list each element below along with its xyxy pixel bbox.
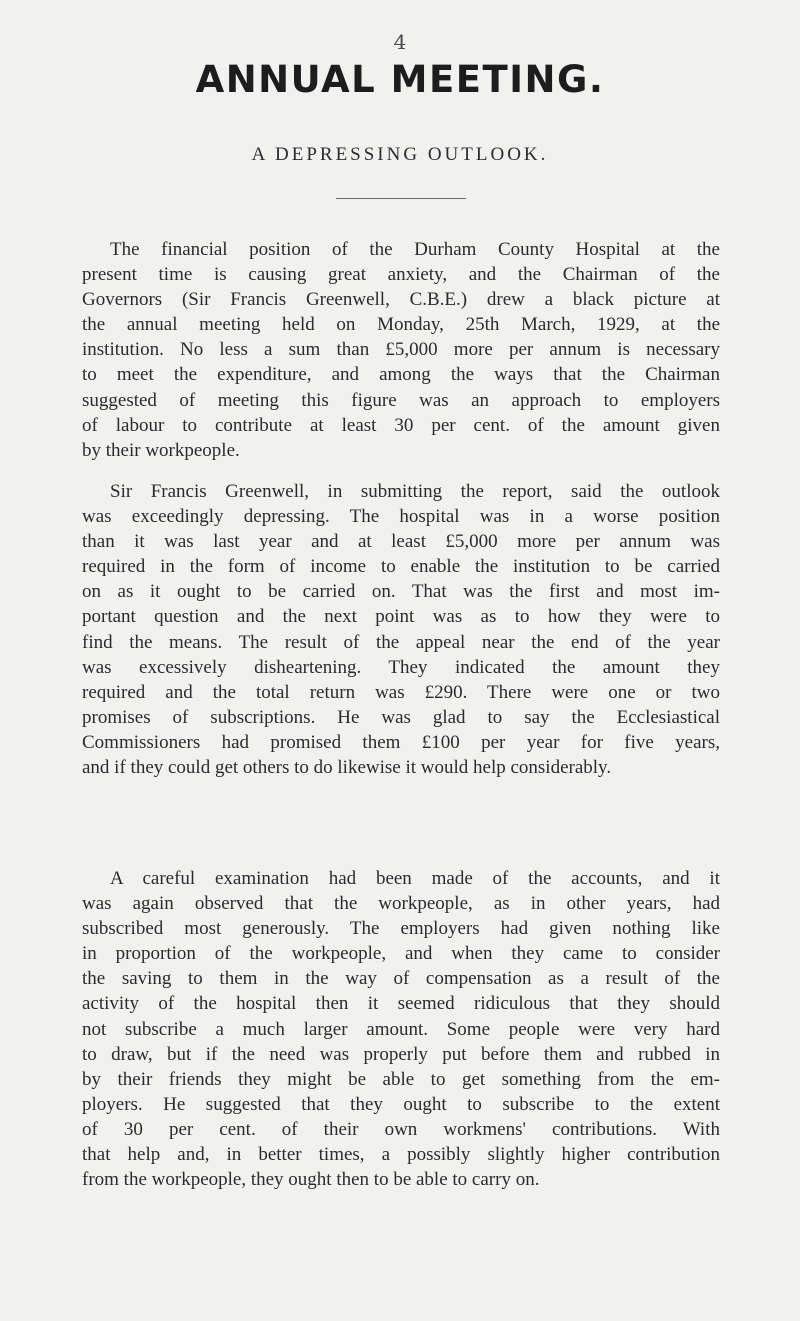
article-subheading: A DEPRESSING OUTLOOK. [251,144,549,165]
paragraph-line: The financial position of the Durham County Hospital at the [110,239,720,260]
page-number: 4 [393,30,407,54]
paragraph-line: Governors (Sir Francis Greenwell, C.B.E.) drew a black picture at [82,289,720,311]
paragraph-line: by their friends they might be able to get something from the em- [82,1068,720,1090]
divider-rule [336,198,466,199]
paragraph-line: not subscribe a much larger amount. Some people were very hard [82,1018,720,1040]
paragraph-line: on as it ought to be carried on. That was the first and most im- [82,581,720,603]
paragraph-line: to draw, but if the need was properly put before them and rubbed in [82,1043,720,1065]
paragraph-line: ployers. He suggested that they ought to subscribe to the extent [82,1093,720,1115]
paragraph-line: that help and, in better times, a possibly slightly higher contribution [82,1144,720,1166]
paragraph-line: subscribed most generously. The employers had given nothing like [82,918,720,940]
paragraph-line: was again observed that the workpeople, as in other years, had [82,893,720,915]
paragraph-line: was exceedingly depressing. The hospital was in a worse position [82,506,720,528]
paragraph-3 [82,866,720,1192]
paragraph-line: find the means. The result of the appeal near the end of the year [82,631,720,653]
paragraph-line: of 30 per cent. of their own workmens' contributions. With [82,1118,720,1140]
paragraph-line: present time is causing great anxiety, and the Chairman of the [82,264,720,286]
paragraph-line: of labour to contribute at least 30 per cent. of the amount given [82,414,720,436]
paragraph-line: and if they could get others to do likewise it would help considerably. [82,757,612,779]
paragraph-line: promises of subscriptions. He was glad to say the Ecclesiastical [82,706,720,728]
paragraph-line: A careful examination had been made of the accounts, and it [110,868,720,889]
article-heading: ANNUAL MEETING. [195,58,605,101]
paragraph-line: institution. No less a sum than £5,000 more per annum is necessary [82,339,720,361]
paragraph-line: to meet the expenditure, and among the ways that the Chairman [82,364,720,386]
paragraph-line: required and the total return was £290. There were one or two [82,681,720,703]
paragraph-1 [82,237,720,463]
paragraph-line: was excessively disheartening. They indicated the amount they [82,656,720,678]
paragraph-line: required in the form of income to enable the institution to be carried [82,556,720,578]
paragraph-line: Commissioners had promised them £100 per year for five years, [82,731,720,753]
paragraph-line: than it was last year and at least £5,000 more per annum was [82,531,720,553]
paragraph-line: in proportion of the workpeople, and when they came to consider [82,943,720,965]
paragraph-line: the saving to them in the way of compensation as a result of the [82,968,720,990]
paragraph-2 [82,479,720,780]
paragraph-line: by their workpeople. [82,439,240,461]
paragraph-line: portant question and the next point was as to how they were to [82,606,720,628]
paragraph-line: from the workpeople, they ought then to be able to carry on. [82,1169,540,1191]
paragraph-line: Sir Francis Greenwell, in submitting the report, said the outlook [110,481,720,502]
paragraph-line: suggested of meeting this figure was an approach to employers [82,389,720,411]
paragraph-line: the annual meeting held on Monday, 25th March, 1929, at the [82,314,720,336]
paragraph-line: activity of the hospital then it seemed ridiculous that they should [82,993,720,1015]
